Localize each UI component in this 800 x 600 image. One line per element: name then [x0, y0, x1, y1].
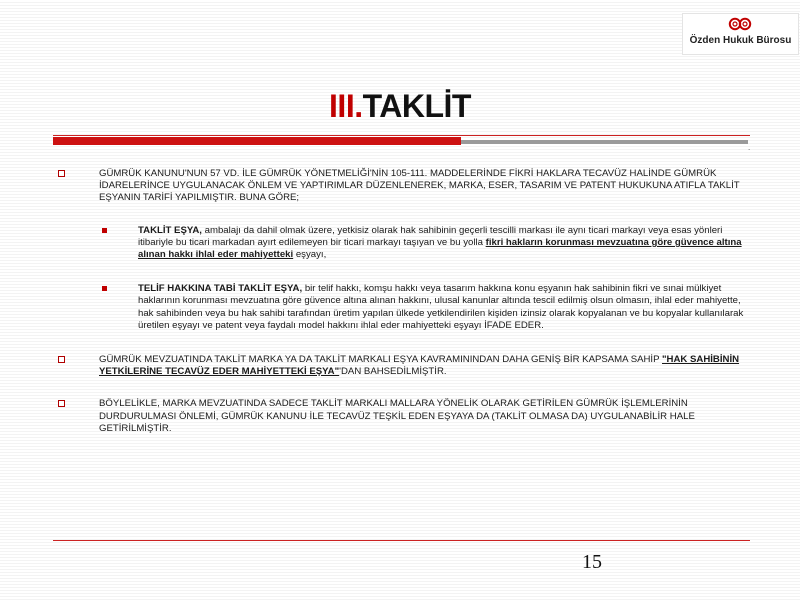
definition-text: bir telif hakkı, komşu hakkı veya tasarım hakkına konu eşyanın hak sahibinin fikri ve sınai mülkiyet haklarının korunması mevzuatına göre güvence altına alınan hakkını, ulusal kanunlar altında tescil edilmiş olsun olmasın, ihlal eder mahiyette, hak sahibinden veya bu hak sahibi tarafından üretim yapılan ülkede yetkilendirilen kişiden izinsiz olarak kopyalanan ve bu kopyalar kullanılarak üretilen eşyayı ve patent veya faydalı model hakkını ihlal eder mahiyetteki eşyayı İFADE EDER.	[138, 283, 744, 331]
content-body	[57, 168, 747, 455]
title-underline-gray	[461, 140, 748, 144]
title-number: III.	[329, 88, 363, 124]
page-title	[0, 88, 800, 125]
underlined-phrase: fikri hakların korunması mevzuatına göre güvence altına alınan hakkı ihlal eder mahiyetteki	[138, 236, 742, 261]
filled-square-bullet-icon	[102, 286, 107, 291]
bullet-item	[57, 354, 747, 378]
term-label: TELİF HAKKINA TABİ TAKLİT EŞYA,	[138, 283, 303, 295]
bullet-text	[99, 354, 747, 378]
sub-bullet-item	[57, 225, 747, 262]
bullet-text-start: GÜMRÜK MEVZUATINDA TAKLİT MARKA YA DA TAKLİT MARKALI EŞYA KAVRAMININDAN DAHA GENİŞ BİR KAPSAMA SAHİP	[99, 354, 662, 366]
definition-tail: eşyayı,	[293, 249, 327, 261]
filled-square-bullet-icon	[102, 228, 107, 233]
decorative-dot: .	[748, 143, 751, 152]
bullet-text: BÖYLELİKLE, MARKA MEVZUATINDA SADECE TAKLİT MARKALI MALLARA YÖNELİK OLARAK GETİRİLEN GÜMRÜK İŞLEMLERİNİN DURDURULMASI ÖNLEMİ, GÜMRÜK KANUNU İLE TECAVÜZ TEŞKİL EDEN EŞYAYA DA (TAKLİT OLMASA DA) UYGULANABİLİR HALE GETİRİLMİŞTİR.	[99, 398, 695, 434]
divider-bottom	[53, 540, 750, 541]
page-number: 15	[582, 551, 602, 573]
sub-bullet-text	[138, 283, 747, 332]
definition-text: ambalajı da dahil olmak üzere, yetkisiz olarak hak sahibinin geçerli tescilli markası ile aynı ticari markayı veya esas yönleri itibariyle bu ticari markadan ayırt edilemeyen bir ticari markayı taşıyan ve bu yolla	[138, 224, 723, 248]
bullet-item	[57, 168, 747, 205]
title-word: TAKLİT	[362, 88, 471, 124]
quoted-phrase: "HAK SAHİBİNİN YETKİLERİNE TECAVÜZ EDER MAHİYETTEKİ EŞYA"	[99, 354, 740, 378]
hollow-square-bullet-icon	[58, 170, 65, 177]
hollow-square-bullet-icon	[58, 356, 65, 363]
title-underline-red	[53, 137, 461, 145]
bullet-item	[57, 398, 747, 435]
double-ring-logo-icon	[728, 17, 752, 31]
divider-top	[53, 135, 750, 136]
term-label: TAKLİT EŞYA,	[138, 224, 202, 236]
logo-text: Özden Hukuk Bürosu	[689, 35, 792, 46]
sub-bullet-item	[57, 283, 747, 332]
bullet-text-end: 'DAN BAHSEDİLMİŞTİR.	[339, 366, 447, 378]
company-logo	[682, 13, 799, 55]
bullet-text: GÜMRÜK KANUNU'NUN 57 VD. İLE GÜMRÜK YÖNETMELİĞİ'NİN 105-111. MADDELERİNDE FİKRİ HAKLARA TECAVÜZ HALİNDE GÜMRÜK İDARELERİNCE UYGULANACAK ÖNLEM VE YAPTIRIMLAR DÜZENLENEREK, MARKA, ESER, TASARIM VE PATENT HUKUKUNA ATIFLA TAKLİT EŞYANIN TARİFİ YAPILMIŞTIR. BUNA GÖRE;	[99, 168, 740, 204]
hollow-square-bullet-icon	[58, 400, 65, 407]
sub-bullet-text	[138, 225, 747, 262]
